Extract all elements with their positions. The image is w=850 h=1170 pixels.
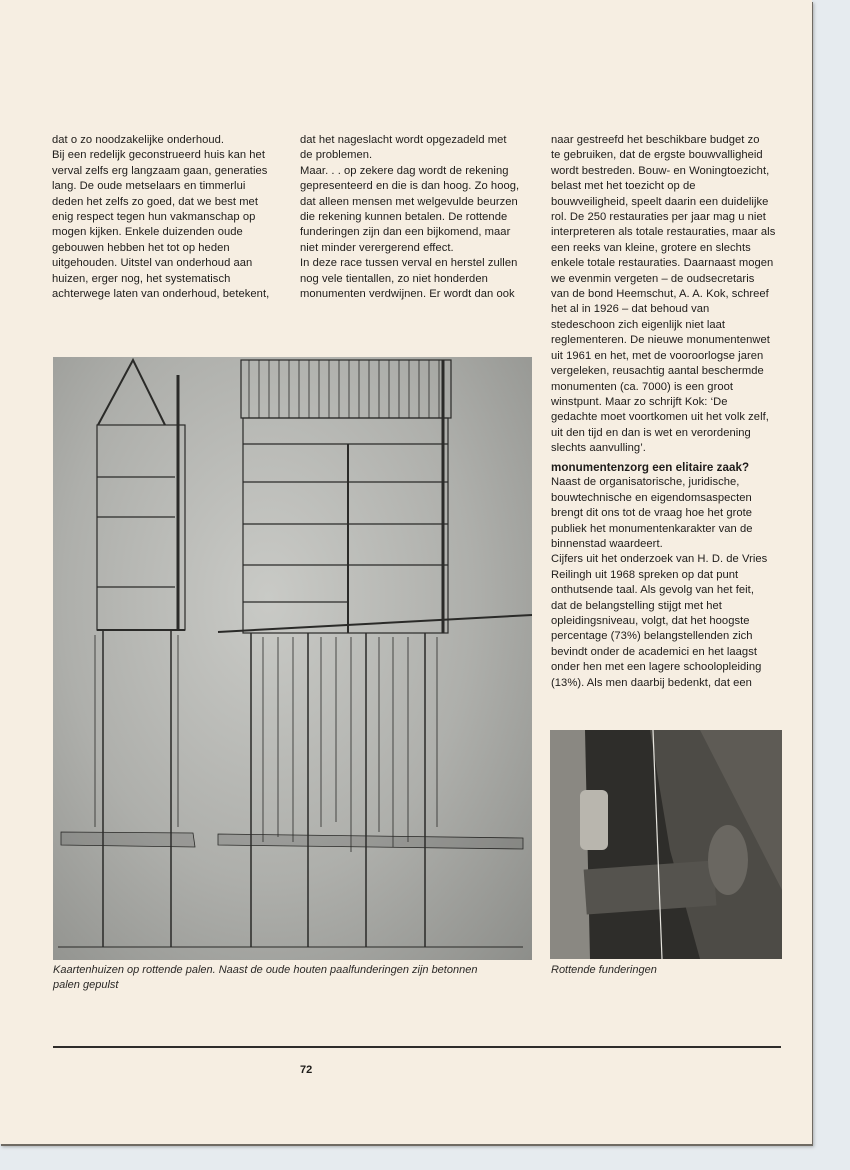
text-line: van de bond Heemschut, A. A. Kok, schreef (551, 288, 769, 301)
text-line: die rekening kunnen betalen. De rottende (300, 211, 508, 224)
text-line: deden het zelfs zo goed, dat we best met (52, 195, 258, 208)
narrow-house-body (97, 425, 185, 630)
text-line: monumenten verdwijnen. Er wordt dan ook (300, 288, 515, 301)
text-line: te gebruiken, dat de ergste bouwvalligheid (551, 149, 763, 162)
text-line: bouwtechnische en eigendomsaspecten (551, 491, 752, 504)
text-line: (13%). Als men daarbij bedenkt, dat een (551, 676, 752, 689)
text-line: winstpunt. Maar zo schrijft Kok: ‘De (551, 395, 728, 408)
text-line: opleidingsniveau, volgt, dat het hoogste (551, 615, 750, 628)
text-column-3 (551, 133, 791, 457)
text-line: onthutsende taal. Als gevolg van het feit, (551, 584, 754, 597)
text-line: rol. De 250 restauraties per jaar mag u niet (551, 211, 766, 224)
text-line: een reeks van kleine, grotere en slechts (551, 241, 751, 254)
caption-line: Kaartenhuizen op rottende palen. Naast de oude houten paalfunderingen zijn betonnen (53, 964, 478, 976)
text-line: nog vele tientallen, zo niet honderden (300, 272, 488, 285)
text-column-2 (300, 133, 540, 302)
section-heading: monumentenzorg een elitaire zaak? (551, 461, 750, 474)
text-line: brengt dit ons tot de vraag hoe het grote (551, 507, 753, 520)
foundation-section-drawing (53, 357, 532, 960)
architectural-drawing (53, 357, 532, 960)
text-line: dat alleen mensen met welgevulde beurzen (300, 195, 518, 208)
text-line: enkele totale restauraties. Daarnaast mogen (551, 257, 774, 270)
text-line: achterwege laten van onderhoud, betekent, (52, 288, 270, 301)
text-line: naar gestreefd het beschikbare budget zo (551, 134, 760, 146)
figure-photo-caption: Rottende funderingen (551, 964, 657, 976)
text-column-1 (52, 133, 292, 302)
text-line: monumenten (ca. 7000) is een groot (551, 380, 734, 393)
text-line: publiek het monumentenkarakter van de (551, 522, 753, 535)
text-line: niet minder verergerend effect. (300, 241, 454, 254)
wide-house-roof (241, 360, 451, 418)
text-line: verval zelfs erg langzaam gaan, generaties (52, 164, 268, 177)
text-line: reglementeren. De nieuwe monumentenwet (551, 334, 770, 347)
text-line: Naast de organisatorische, juridische, (551, 476, 740, 489)
text-line: dat o zo noodzakelijke onderhoud. (52, 134, 225, 146)
text-line: de problemen. (300, 149, 373, 162)
text-line: wordt bestreden. Bouw- en Woningtoezicht, (551, 164, 770, 177)
text-line: bouwveiligheid, speelt daarin een duidelijke (551, 195, 769, 208)
text-line: lang. De oude metselaars en timmerlui (52, 180, 246, 193)
text-line: Bij een redelijk geconstrueerd huis kan het (52, 149, 265, 162)
text-line: onder hen met een lagere schoolopleiding (551, 661, 762, 674)
text-line: vergeleken, reusachtig aantal beschermde (551, 365, 764, 378)
text-line: Cijfers uit het onderzoek van H. D. de Vries (551, 553, 768, 566)
text-line: dat de belangstelling stijgt met het (551, 599, 722, 612)
photo-content (550, 730, 782, 959)
text-line: percentage (73%) belangstellenden zich (551, 630, 753, 643)
text-line: funderingen zijn dan een bijkomend, maar (300, 226, 511, 239)
text-line: belast met het toezicht op de (551, 180, 696, 193)
footer-rule (53, 1046, 781, 1048)
rotting-foundations-photo (550, 730, 782, 959)
text-line: dat het nageslacht wordt opgezadeld met (300, 134, 507, 146)
text-line: we evenmin vergeten – de oudsecretaris (551, 272, 755, 285)
gable-roof (98, 360, 165, 425)
figure-main-caption (53, 963, 543, 993)
text-line: gebouwen hebben het tot op heden (52, 241, 230, 254)
text-line: gepresenteerd en die is dan hoog. Zo hoog, (300, 180, 520, 193)
soil-layer (61, 832, 523, 849)
page-number: 72 (300, 1064, 313, 1076)
text-line: binnenstad waardeert. (551, 538, 663, 551)
text-line: stedeschoon zich eigenlijk niet laat (551, 318, 726, 331)
text-line: Maar. . . op zekere dag wordt de rekening (300, 164, 509, 177)
wide-house-body (243, 418, 448, 633)
text-line: slechts aanvulling’. (551, 442, 646, 455)
text-line: uitgehouden. Uitstel van onderhoud aan (52, 257, 253, 270)
text-line: huizen, erger nog, het systematisch (52, 272, 231, 285)
text-line: interpreteren als totale restauraties, maar als (551, 226, 776, 239)
text-line: In deze race tussen verval en herstel zullen (300, 257, 518, 270)
text-line: het al in 1926 – dat behoud van (551, 303, 710, 316)
caption-line: palen gepulst (53, 979, 119, 991)
text-line: mogen kijken. Enkele duizenden oude (52, 226, 243, 239)
text-line: gedachte moet voortkomen uit het volk zelf, (551, 411, 769, 424)
text-column-3-section (551, 460, 791, 691)
text-line: bevindt onder de academici en het laagst (551, 645, 757, 658)
text-line: uit den tijd en dan is wet en verordening (551, 426, 751, 439)
text-line: uit 1961 en het, met de vooroorlogse jaren (551, 349, 764, 362)
text-line: Reilingh uit 1968 spreken op dat punt (551, 568, 739, 581)
text-line: enig respect tegen hun vakmanschap op (52, 211, 256, 224)
section-body (551, 475, 791, 691)
